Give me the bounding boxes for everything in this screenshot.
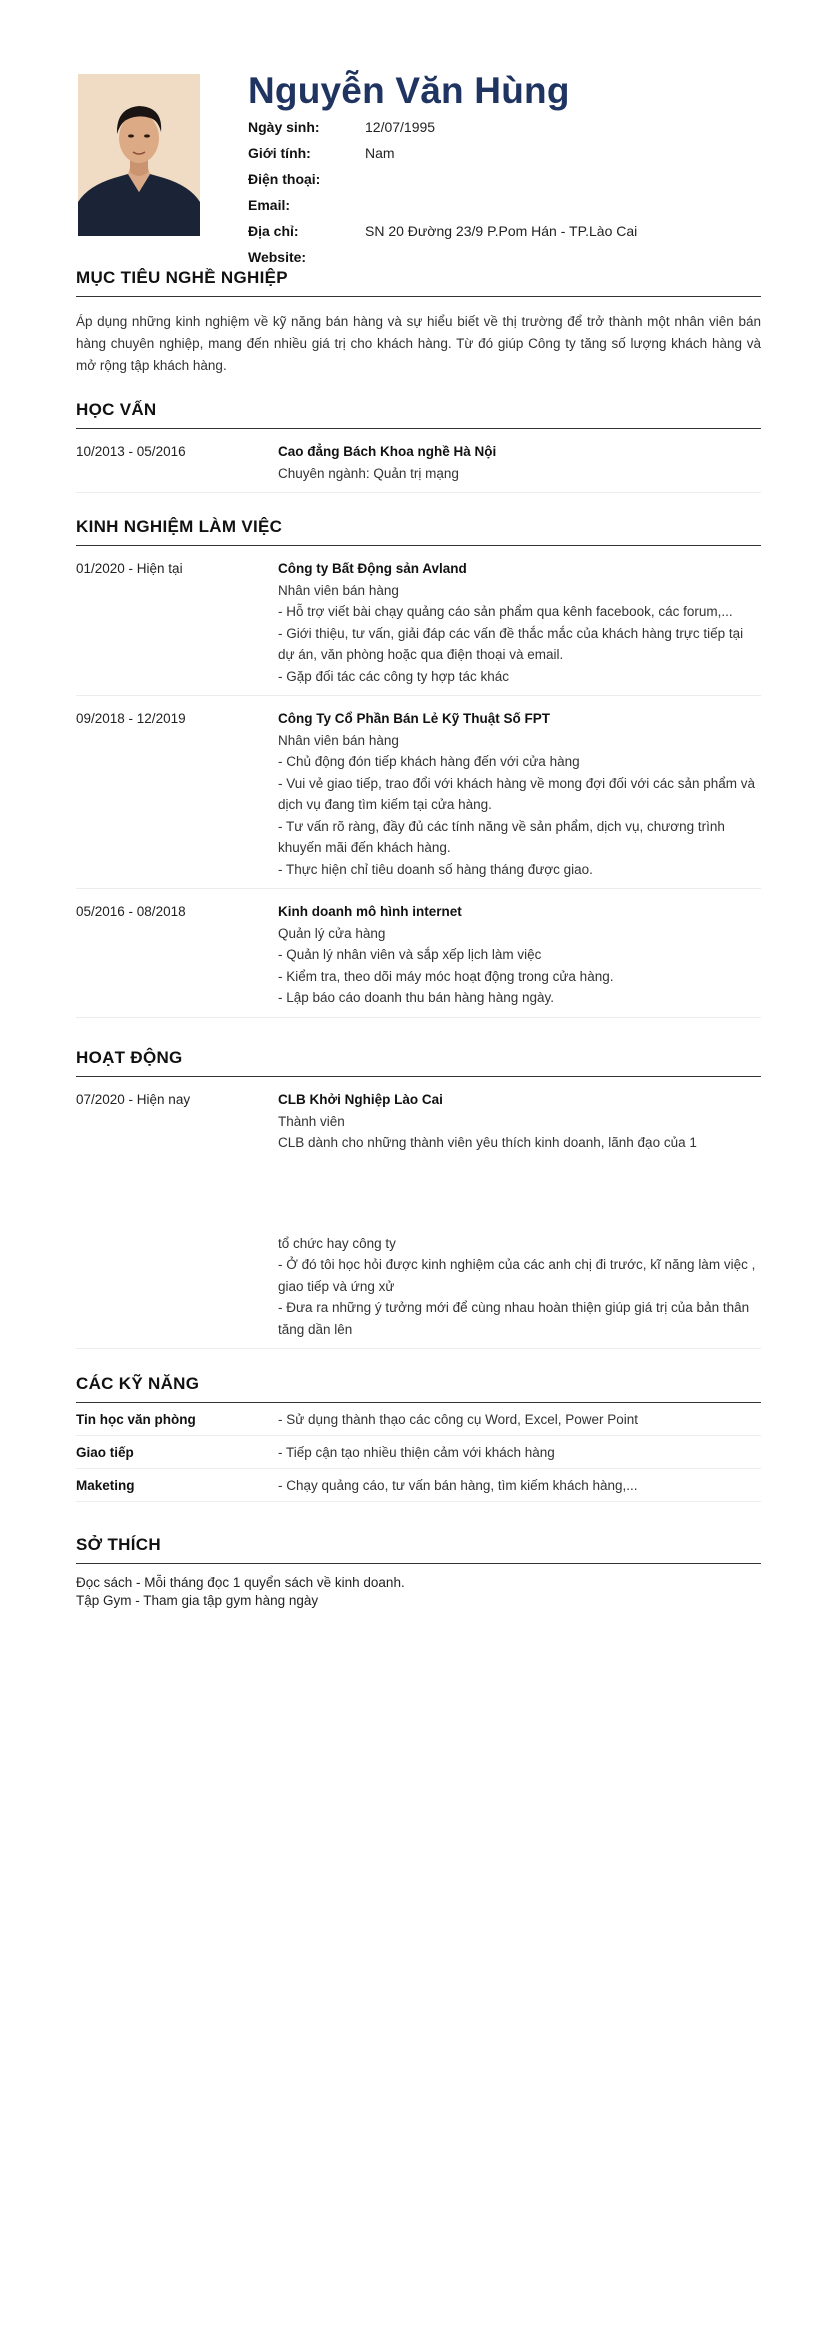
entry-date: 09/2018 - 12/2019: [76, 711, 186, 726]
section-title: HOẠT ĐỘNG: [76, 1048, 761, 1077]
experience-entry: [76, 696, 761, 889]
skill-row: [76, 1403, 761, 1436]
skill-desc: - Sử dụng thành thạo các công cụ Word, Excel, Power Point: [278, 1411, 638, 1427]
profile-photo: [78, 74, 200, 236]
entry-line: - Giới thiệu, tư vấn, giải đáp các vấn đề thắc mắc của khách hàng trực tiếp tại dự án, văn phòng hoặc qua điện thoại và email.: [278, 625, 744, 662]
cv-page: [76, 0, 761, 1608]
entry-line: Thành viên: [278, 1113, 345, 1129]
entry-line: - Thực hiện chỉ tiêu doanh số hàng tháng được giao.: [278, 861, 593, 877]
skills-section: [76, 1374, 761, 1502]
info-value: Nam: [365, 145, 395, 161]
entry-date: 01/2020 - Hiện tại: [76, 561, 183, 576]
skill-desc: - Tiếp cận tạo nhiều thiện cảm với khách hàng: [278, 1444, 555, 1460]
entry-line: Nhân viên bán hàng: [278, 732, 399, 748]
entry-line: - Vui vẻ giao tiếp, trao đổi với khách hàng về mong đợi đối với các sản phẩm và dịch vụ đang tìm kiếm tại cửa hàng.: [278, 775, 756, 812]
cv-header: [76, 0, 761, 265]
info-label: Email:: [248, 197, 291, 213]
skill-name: Tin học văn phòng: [76, 1411, 196, 1427]
entry-body: [278, 441, 761, 484]
entry-line: - Ở đó tôi học hỏi được kinh nghiệm của các anh chị đi trước, kĩ năng làm việc , giao tiếp và ứng xử: [278, 1257, 756, 1294]
company-name: Công Ty Cổ Phần Bán Lẻ Kỹ Thuật Số FPT: [278, 711, 551, 726]
info-row-birthdate: [248, 114, 637, 140]
education-entry: [76, 429, 761, 493]
entry-line: - Kiểm tra, theo dõi máy móc hoạt động trong cửa hàng.: [278, 968, 614, 984]
experience-section: [76, 517, 761, 1018]
entry-body: [278, 558, 761, 687]
entry-date: 05/2016 - 08/2018: [76, 904, 186, 919]
entry-line: - Đưa ra những ý tưởng mới để cùng nhau hoàn thiện giúp giá trị của bản thân tăng dần lên: [278, 1300, 750, 1337]
section-title: HỌC VẤN: [76, 400, 761, 429]
company-name: Kinh doanh mô hình internet: [278, 904, 462, 919]
section-title: SỞ THÍCH: [76, 1535, 761, 1564]
experience-entry: [76, 546, 761, 696]
experience-entry: [76, 889, 761, 1018]
info-row-gender: [248, 140, 637, 166]
blank-gap: [278, 1154, 761, 1233]
entry-line: - Chủ động đón tiếp khách hàng đến với cửa hàng: [278, 754, 580, 769]
company-name: Công ty Bất Động sản Avland: [278, 561, 467, 576]
hobby-item: Tập Gym - Tham gia tập gym hàng ngày: [76, 1593, 319, 1608]
info-value: 12/07/1995: [365, 119, 436, 135]
candidate-name: Nguyễn Văn Hùng: [248, 70, 570, 111]
entry-line: CLB dành cho những thành viên yêu thích kinh doanh, lãnh đạo của 1: [278, 1135, 697, 1150]
skill-name: Maketing: [76, 1477, 135, 1493]
info-label: Ngày sinh:: [248, 119, 320, 135]
personal-info: [248, 114, 637, 270]
skill-name: Giao tiếp: [76, 1444, 134, 1460]
section-title: KINH NGHIỆM LÀM VIỆC: [76, 517, 761, 546]
activities-section: [76, 1048, 761, 1349]
hobbies-section: [76, 1535, 761, 1610]
info-value: SN 20 Đường 23/9 P.Pom Hán - TP.Lào Cai: [365, 223, 638, 239]
club-name: CLB Khởi Nghiệp Lào Cai: [278, 1092, 443, 1107]
entry-line: - Gặp đối tác các công ty hợp tác khác: [278, 668, 509, 684]
objective-section: [76, 268, 761, 377]
entry-body: [278, 1089, 761, 1340]
entry-line: Chuyên ngành: Quản trị mạng: [278, 465, 459, 481]
skill-desc: - Chạy quảng cáo, tư vấn bán hàng, tìm kiếm khách hàng,...: [278, 1477, 638, 1493]
entry-body: [278, 901, 761, 1009]
entry-line: - Tư vấn rõ ràng, đầy đủ các tính năng về sản phẩm, dịch vụ, chương trình khuyến mãi đến khách hàng.: [278, 818, 725, 855]
section-title: MỤC TIÊU NGHỀ NGHIỆP: [76, 268, 761, 297]
skill-row: [76, 1469, 761, 1502]
info-label: Website:: [248, 249, 307, 265]
skill-row: [76, 1436, 761, 1469]
entry-line: Quản lý cửa hàng: [278, 925, 386, 941]
info-label: Điện thoại:: [248, 171, 321, 187]
entry-line: tổ chức hay công ty: [278, 1235, 396, 1251]
info-row-address: [248, 218, 637, 244]
activity-entry: [76, 1077, 761, 1349]
section-title: CÁC KỸ NĂNG: [76, 1374, 761, 1403]
objective-text: Áp dụng những kinh nghiệm về kỹ năng bán hàng và sự hiểu biết về thị trường để trở thành một nhân viên bán hàng chuyên nghiệp, mang đến nhiều giá trị cho khách hàng. Từ đó giúp Công ty tăng số lượng khách hàng và mở rộng tập khách hàng.: [76, 314, 761, 373]
entry-line: - Quản lý nhân viên và sắp xếp lịch làm việc: [278, 947, 542, 962]
entry-body: [278, 708, 761, 880]
entry-date: 10/2013 - 05/2016: [76, 444, 186, 459]
info-label: Giới tính:: [248, 145, 311, 161]
entry-date: 07/2020 - Hiện nay: [76, 1092, 191, 1107]
hobbies-list: [76, 1574, 761, 1610]
entry-line: - Lập báo cáo doanh thu bán hàng hàng ngày.: [278, 990, 554, 1005]
entry-line: - Hỗ trợ viết bài chạy quảng cáo sản phẩm qua kênh facebook, các forum,...: [278, 604, 733, 619]
school-name: Cao đẳng Bách Khoa nghề Hà Nội: [278, 444, 497, 459]
info-row-website: [248, 244, 637, 270]
hobby-item: Đọc sách - Mỗi tháng đọc 1 quyển sách về kinh doanh.: [76, 1575, 405, 1590]
info-row-email: [248, 192, 637, 218]
info-row-phone: [248, 166, 637, 192]
entry-line: Nhân viên bán hàng: [278, 582, 399, 598]
info-label: Địa chỉ:: [248, 223, 299, 239]
education-section: [76, 400, 761, 493]
